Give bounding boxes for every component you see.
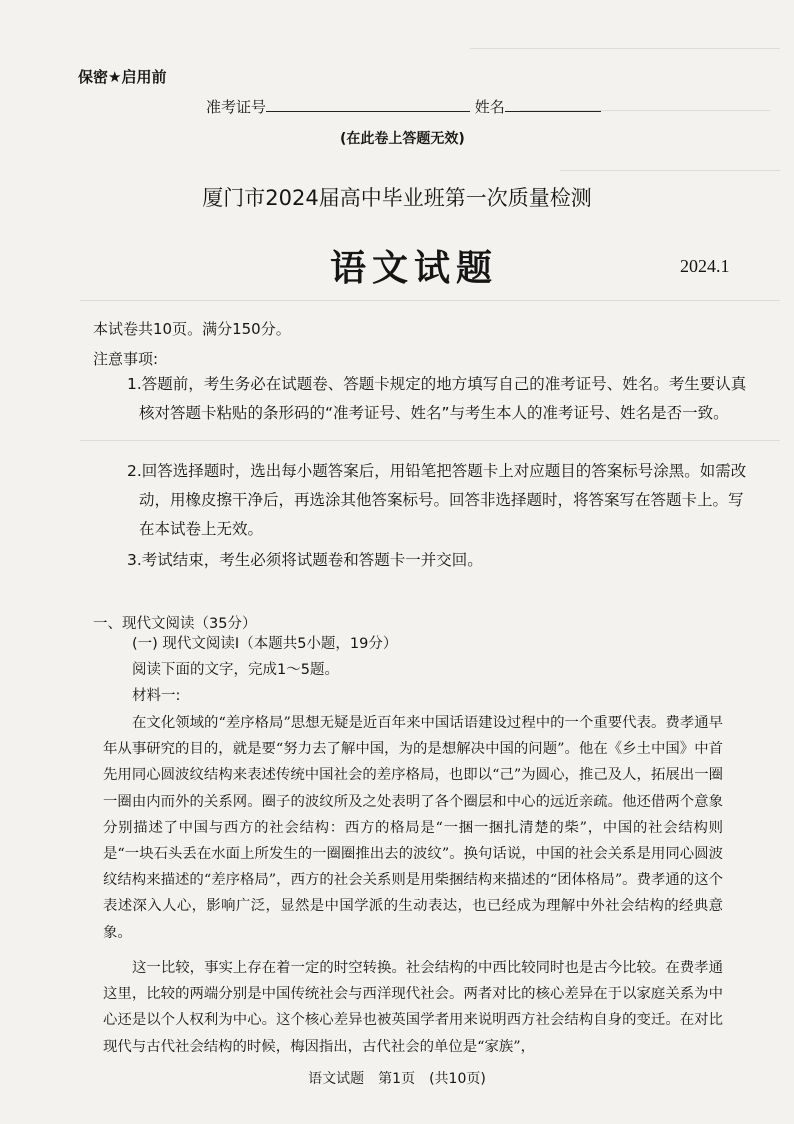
bleed-through-line (560, 170, 780, 171)
pages-note: 本试卷共10页。满分150分。 (93, 320, 291, 338)
name-label: 姓名 (474, 98, 505, 116)
passage-paragraph: 这一比较，事实上存在着一定的时空转换。社会结构的中西比较同时也是古今比较。在费孝通这里，比较的两端分别是中国传统社会与西洋现代社会。两者对比的核心差异在于以家庭关系为中心还是以个人权利为中心。这个核心差异也被英国学者用来说明西方社会结构自身的变迁。在对比现代与古代社会结构的时候，梅因指出，古代社会的单位是“家族”， (103, 960, 723, 1055)
notice-item: 2.回答选择题时，选出每小题答案后，用铅笔把答题卡上对应题目的答案标号涂黑。如需改动，用橡皮擦干净后，再选涂其他答案标号。回答非选择题时，将答案写在答题卡上。写在本试卷上无效。 (127, 462, 747, 538)
confidential-label: 保密★启用前 (78, 68, 167, 86)
notice-item: 1.答题前，考生务必在试题卷、答题卡规定的地方填写自己的准考证号、姓名。考生要认真核对答题卡粘贴的条形码的“准考证号、姓名”与考生本人的准考证号、姓名是否一致。 (127, 375, 747, 422)
exam-id-label: 准考证号 (206, 98, 267, 116)
notice-heading: 注意事项: (93, 350, 159, 368)
page-footer: 语文试题 第1页 (共10页) (308, 1071, 486, 1087)
invalid-answer-note: (在此卷上答题无效) (340, 131, 465, 147)
material-label: 材料一: (132, 688, 181, 704)
section-heading: 一、现代文阅读（35分） (93, 616, 257, 632)
reading-instruction: 阅读下面的文字，完成1～5题。 (132, 662, 339, 678)
candidate-info-line (206, 96, 601, 117)
notice-item: 3.考试结束，考生必须将试题卷和答题卡一并交回。 (127, 551, 483, 569)
exam-id-blank (266, 97, 470, 112)
exam-date: 2024.1 (680, 256, 730, 276)
exam-title: 厦门市2024届高中毕业班第一次质量检测 (202, 186, 592, 210)
bleed-through-line (80, 440, 780, 441)
bleed-through-line (80, 300, 780, 301)
subsection-heading: (一) 现代文阅读Ⅰ（本题共5小题，19分） (132, 636, 398, 652)
name-blank (505, 97, 601, 112)
bleed-through-line (470, 48, 780, 49)
subject-title: 语文试题 (330, 248, 499, 289)
passage-paragraph: 在文化领域的“差序格局”思想无疑是近百年来中国话语建设过程中的一个重要代表。费孝通早年从事研究的目的，就是要“努力去了解中国，为的是想解决中国的问题”。他在《乡土中国》中首先用同心圆波纹结构来表述传统中国社会的差序格局，也即以“己”为圆心，推己及人，拓展出一圈一圈由内而外的关系网。圈子的波纹所及之处表明了各个圈层和中心的远近亲疏。他还借两个意象分别描述了中国与西方的社会结构：西方的格局是“一捆一捆扎清楚的柴”，中国的社会结构则是“一块石头丢在水面上所发生的一圈圈推出去的波纹”。换句话说，中国的社会关系是用同心圆波纹结构来描述的“差序格局”，西方的社会关系则是用柴捆结构来描述的“团体格局”。费孝通的这个表述深入人心，影响广泛，显然是中国学派的生动表达，也已经成为理解中外社会结构的经典意象。 (103, 715, 723, 941)
